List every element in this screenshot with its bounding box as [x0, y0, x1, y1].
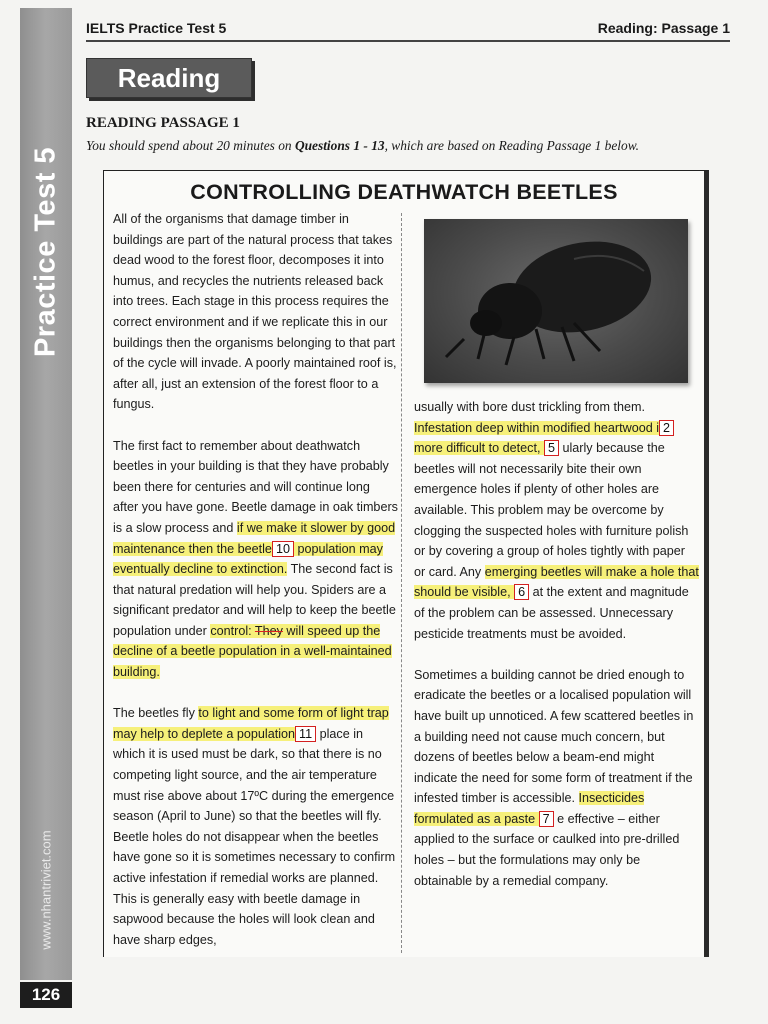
- paragraph-1: All of the organisms that damage timber in buildings are part of the natural process that takes dead wood to the forest floor, decomposes it into humus, and recycles the nutrients released back into trees. Each stage in this process requires the correct environment and if we replicate this in our buildings then the organisms belonging to that part of the cycle will invade. A poorly maintained roof is, after all, just an extension of the forest floor to a fungus.: [113, 212, 397, 412]
- paragraph-2: [113, 436, 398, 683]
- header-left: IELTS Practice Test 5: [86, 20, 227, 36]
- highlight-q5: more difficult to detect,: [414, 441, 544, 456]
- highlight-q7: Insecticides formulated as a paste: [414, 791, 645, 826]
- instructions-post: , which are based on Reading Passage 1 below.: [384, 138, 639, 153]
- p2-speed-up: will speed up the decline of a beetle population in a well-maintained building.: [113, 623, 392, 680]
- answer-box-11[interactable]: 11: [295, 726, 316, 742]
- side-title: Practice Test 5: [29, 146, 62, 358]
- answer-box-6[interactable]: 6: [514, 584, 529, 600]
- highlight-q6: emerging beetles will make a hole that should be visible,: [414, 564, 699, 600]
- section-badge: Reading: [86, 58, 252, 98]
- header-right: Reading: Passage 1: [597, 20, 730, 36]
- right-column: [414, 397, 699, 891]
- instructions: [86, 138, 736, 154]
- paragraph-4: [414, 397, 699, 644]
- p5-text-b: e effective – either applied to the surface or caulked into pre-drilled holes – but the formulations may only be obtainable by a remedial company.: [414, 811, 680, 888]
- paragraph-3: [113, 703, 398, 950]
- passage-label: READING PASSAGE 1: [86, 115, 240, 131]
- article-title: CONTROLLING DEATHWATCH BEETLES: [190, 180, 618, 204]
- p2-control: control:: [210, 623, 255, 638]
- p2-text-b: The second fact is that natural predation will help you. Spiders are a significant predator and will help to keep the beetle population under: [113, 562, 396, 638]
- highlight-q10: if we make it slower by good maintenance then the beetle: [113, 520, 396, 556]
- beetle-photo: [424, 219, 688, 383]
- p4-text-b: ularly because the beetles will not necessarily bite their own emergence holes if plenty of other holes are available. This problem may be overcome by clogging the suspected holes with furniture polish or by covering a group of holes tightly with paper or card. Any: [414, 441, 689, 579]
- instructions-questions: Questions 1 - 13: [294, 138, 385, 153]
- answer-box-10[interactable]: 10: [272, 541, 294, 557]
- column-divider: [401, 213, 402, 953]
- struck-word: They: [254, 623, 283, 638]
- article-panel: [103, 170, 709, 957]
- p3-text-a: The beetles fly: [113, 706, 199, 721]
- answer-box-5[interactable]: 5: [544, 440, 559, 456]
- page-header: [86, 20, 730, 42]
- left-column: [113, 209, 398, 950]
- highlight-q11: to light and some form of light trap may help to deplete a population: [113, 706, 389, 741]
- side-url: www.nhantriviet.com: [38, 830, 54, 950]
- paragraph-5: [414, 665, 699, 892]
- answer-box-2[interactable]: 2: [659, 420, 674, 436]
- answer-box-7[interactable]: 7: [539, 811, 554, 827]
- p3-text-b: place in which it is used must be dark, so that there is no competing light source, and the air temperature must rise above about 17ºC during the emergence season (April to June) so that the beetles will fly. Beetle holes do not disappear when the beetles have gone so it is sometimes necessary to confirm active infestation if remedial works are planned. This is generally easy with beetle damage in sapwood because the holes will look clean and have sharp edges,: [113, 726, 396, 947]
- highlight-q2: Infestation deep within modified heartwood i: [414, 420, 660, 435]
- beetle-icon: [424, 219, 688, 383]
- p4-text-a: usually with bore dust trickling from them.: [414, 400, 645, 414]
- page-number: 126: [20, 982, 72, 1008]
- p5-text-a: Sometimes a building cannot be dried enough to eradicate the beetles or a localised population will have built up unnoticed. A few scattered beetles in a building need not cause much concern, but dozens of beetles below a beam-end might indicate the need for some form of treatment if the infested timber is accessible.: [414, 667, 694, 806]
- highlight-q10-cont: population may eventually decline to extinction.: [113, 541, 383, 577]
- p4-text-c: at the extent and magnitude of the problem can be assessed. Unnecessary pesticide treatments must be avoided.: [414, 585, 689, 641]
- instructions-pre: You should spend about 20 minutes on: [86, 138, 295, 153]
- p2-text-a: The first fact to remember about deathwatch beetles in your building is that they have probably been there for centuries and will continue long after you have gone. Beetle damage in oak timbers is a slow process and: [113, 438, 398, 535]
